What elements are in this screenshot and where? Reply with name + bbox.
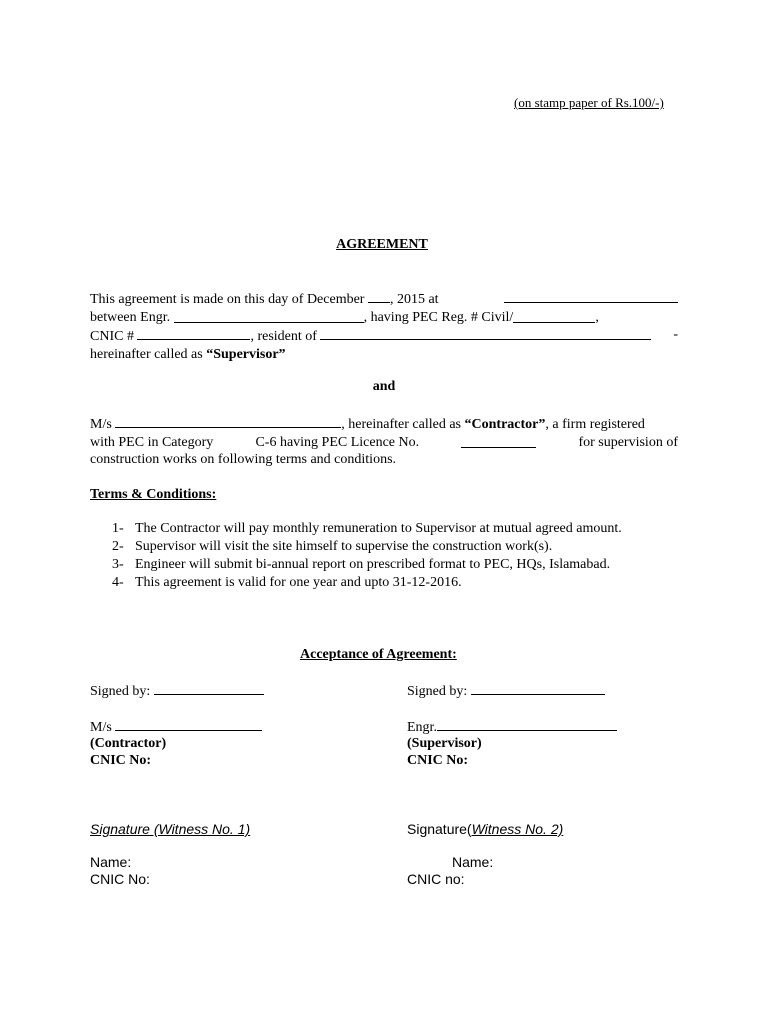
blank-engineer-name xyxy=(174,309,364,323)
supervisor-cnic: CNIC No: xyxy=(407,753,469,768)
list-item xyxy=(112,520,622,538)
contractor-cnic: CNIC No: xyxy=(90,753,152,768)
signed-by-label: Signed by: xyxy=(407,684,468,699)
list-item xyxy=(112,538,622,556)
contractor-label: “Contractor” xyxy=(464,417,546,432)
blank-day xyxy=(368,289,390,303)
intro-line-4 xyxy=(90,346,678,364)
blank-cnic xyxy=(137,326,250,340)
intro-text-cnic: CNIC # xyxy=(90,329,134,344)
contractor-text-hereinafter: , hereinafter called as xyxy=(341,417,465,432)
intro-comma: , xyxy=(595,309,599,325)
blank-supervisor-signature xyxy=(471,681,605,695)
term-text: The Contractor will pay monthly remuneration to Supervisor at mutual agreed amount. xyxy=(135,521,622,536)
blank-firm-name xyxy=(115,414,341,428)
witness-2-label-number: Witness No. 2) xyxy=(471,821,564,837)
terms-heading: Terms & Conditions: xyxy=(90,487,217,502)
contractor-line-2 xyxy=(90,434,678,452)
blank-contractor-name xyxy=(115,717,262,731)
supervisor-engr xyxy=(407,717,617,736)
contractor-line-3: construction works on following terms and conditions. xyxy=(90,452,397,467)
terms-list xyxy=(112,520,622,592)
acceptance-heading: Acceptance of Agreement: xyxy=(300,647,457,662)
term-text: Engineer will submit bi-annual report on prescribed format to PEC, HQs, Islamabad. xyxy=(135,557,611,572)
blank-supervisor-name xyxy=(437,717,617,731)
witness-1-name: Name: xyxy=(90,854,132,870)
intro-text-hereinafter: hereinafter called as xyxy=(90,346,207,362)
witness-1-cnic: CNIC No: xyxy=(90,871,150,887)
ms-label: M/s xyxy=(90,720,112,735)
stamp-paper-note: (on stamp paper of Rs.100/-) xyxy=(514,95,664,110)
supervisor-label: “Supervisor” xyxy=(206,346,286,362)
contractor-text-category: with PEC in Category xyxy=(90,434,214,450)
contractor-text-licence: C-6 having PEC Licence No. xyxy=(255,434,420,450)
blank-residence xyxy=(320,326,651,340)
intro-paragraph xyxy=(90,289,678,363)
list-item xyxy=(112,574,622,592)
page-title xyxy=(0,236,768,253)
witness-2-name: Name: xyxy=(452,854,494,870)
blank-place xyxy=(504,289,678,303)
contractor-text-firm: , a firm registered xyxy=(545,417,645,432)
blank-licence-no xyxy=(461,434,536,448)
engr-label: Engr. xyxy=(407,720,437,735)
supervisor-role: (Supervisor) xyxy=(407,736,482,751)
intro-text-resident: , resident of xyxy=(250,329,317,344)
term-number: 2- xyxy=(112,539,124,554)
contractor-role: (Contractor) xyxy=(90,736,167,751)
list-item xyxy=(112,556,622,574)
supervisor-signed-by xyxy=(407,681,605,700)
blank-pec-reg xyxy=(513,309,595,323)
intro-dash: - xyxy=(673,327,678,342)
intro-text-pec: , having PEC Reg. # Civil/ xyxy=(363,309,514,325)
and-text: and xyxy=(372,379,396,394)
term-text: Supervisor will visit the site himself to supervise the construction work(s). xyxy=(135,539,553,554)
signed-by-label: Signed by: xyxy=(90,684,151,699)
witness-2-label-prefix: Signature( xyxy=(407,821,472,837)
intro-text-year: , 2015 at xyxy=(389,292,439,307)
and-separator xyxy=(0,378,768,395)
contractor-text-supervision: for supervision of xyxy=(578,434,678,450)
contractor-text-ms: M/s xyxy=(90,417,112,432)
term-number: 1- xyxy=(112,521,124,536)
intro-text-engr: between Engr. xyxy=(90,309,171,325)
contractor-ms xyxy=(90,717,262,736)
intro-text-date: This agreement is made on this day of December xyxy=(90,292,365,307)
contractor-paragraph xyxy=(90,414,678,469)
term-number: 4- xyxy=(112,575,124,590)
contractor-line-1 xyxy=(90,414,678,434)
intro-line-2 xyxy=(90,309,678,327)
witness-2-cnic: CNIC no: xyxy=(407,871,465,887)
intro-line-1 xyxy=(90,289,678,309)
term-number: 3- xyxy=(112,557,124,572)
term-text: This agreement is valid for one year and upto 31-12-2016. xyxy=(135,575,462,590)
intro-line-3 xyxy=(90,326,678,346)
witness-2-label xyxy=(407,821,563,838)
witness-1-label: Signature (Witness No. 1) xyxy=(90,821,251,837)
contractor-signed-by xyxy=(90,681,264,700)
title-text: AGREEMENT xyxy=(336,237,428,252)
blank-contractor-signature xyxy=(154,681,264,695)
